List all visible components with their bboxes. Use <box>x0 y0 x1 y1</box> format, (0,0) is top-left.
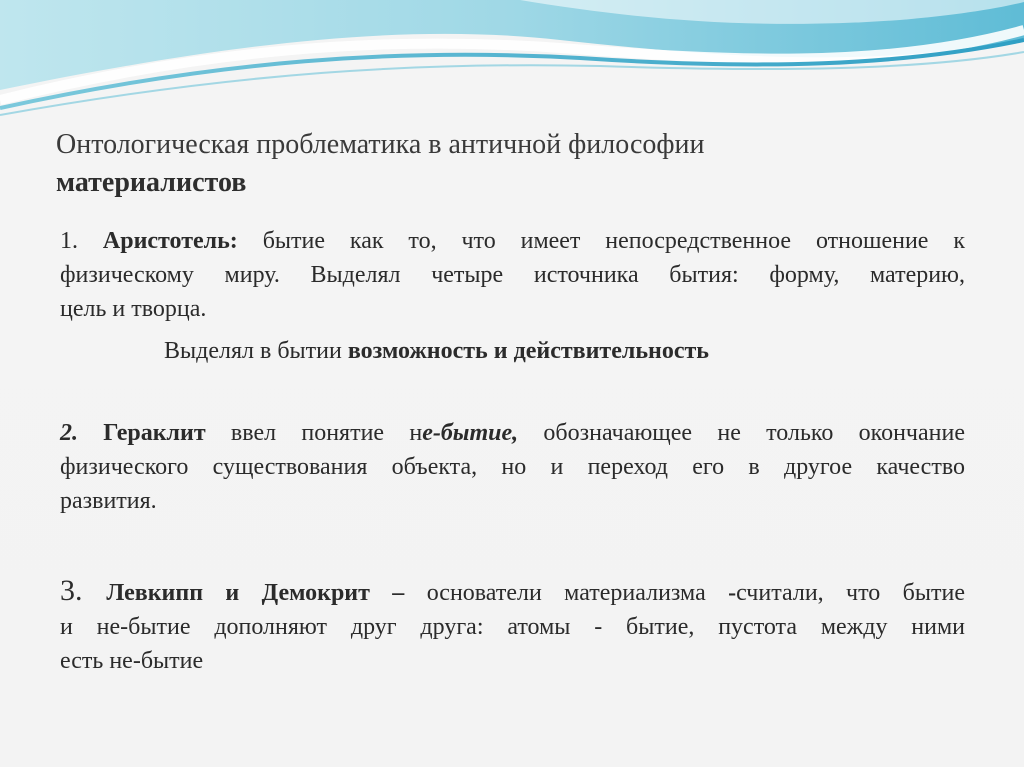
item-heraclitus-line-3: развития. <box>60 488 157 514</box>
term-non-being: е-бытие, <box>422 420 519 446</box>
item-aristotle-subnote <box>164 334 709 368</box>
philosopher-name: Левкипп и Демокрит <box>106 580 370 606</box>
title-line-2: материалистов <box>56 167 247 198</box>
item-heraclitus-line-2: физического существования объекта, но и переход его в другое качество <box>60 454 965 480</box>
item-aristotle-line-1 <box>60 224 965 258</box>
item-text: обозначающее не только окончание <box>518 420 965 446</box>
item-number: 2. <box>60 420 104 446</box>
item-aristotle-line-2: физическому миру. Выделял четыре источника бытия: форму, материю, <box>60 262 965 288</box>
subnote-bold: возможность и действительность <box>347 338 709 364</box>
item-leucippus-line-1 <box>60 574 965 610</box>
decorative-wave-header <box>0 0 1024 130</box>
item-aristotle <box>60 224 965 326</box>
item-leucippus-democritus <box>60 574 965 678</box>
item-aristotle-line-3: цель и творца. <box>60 296 207 322</box>
subnote-text: Выделял в бытии <box>164 338 348 364</box>
item-heraclitus-line-1 <box>60 416 965 450</box>
item-text: бытие как то, что имеет непосредственное отношение к <box>237 228 965 254</box>
item-number: 1. <box>60 228 103 254</box>
philosopher-name: Аристотель: <box>102 228 238 254</box>
item-leucippus-line-3: есть не-бытие <box>60 648 204 674</box>
item-leucippus-line-2: и не-бытие дополняют друг друга: атомы - бытие, пустота между ними <box>60 614 965 640</box>
philosopher-name: Гераклит <box>103 420 206 446</box>
dash: – <box>369 580 405 606</box>
item-text: основатели материализма <box>404 580 729 606</box>
item-number: 3. <box>60 574 107 607</box>
dash: - <box>728 580 737 606</box>
item-text: ввел понятие н <box>205 420 423 446</box>
slide-title <box>56 126 976 202</box>
item-heraclitus <box>60 416 965 518</box>
title-line-1: Онтологическая проблематика в античной философии <box>56 129 705 160</box>
item-text: считали, что бытие <box>736 580 965 606</box>
